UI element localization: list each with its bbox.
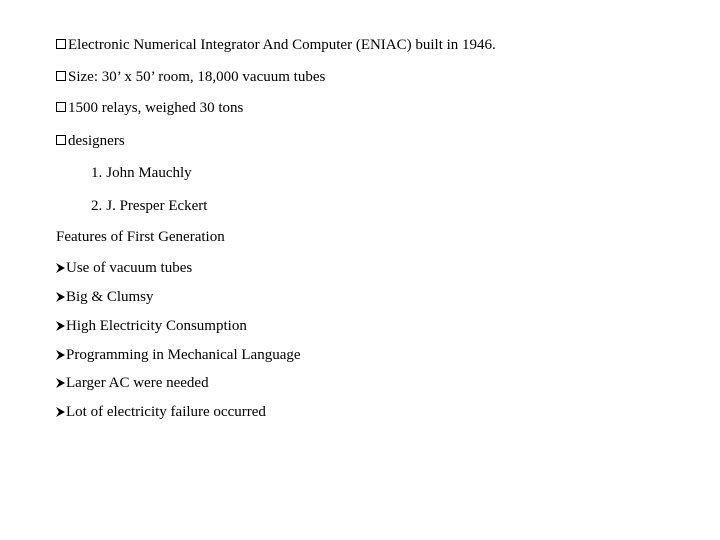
features-heading: Features of First Generation bbox=[56, 229, 225, 245]
designer-item bbox=[91, 197, 207, 215]
checkbox-bullet-icon bbox=[56, 39, 66, 49]
bullet-item bbox=[56, 99, 243, 117]
arrow-bullet-icon bbox=[56, 263, 65, 273]
bullet-text: 1500 relays, weighed 30 tons bbox=[68, 100, 244, 116]
bullet-item bbox=[56, 132, 125, 150]
feature-text: Big & Clumsy bbox=[66, 289, 154, 305]
feature-item bbox=[56, 403, 266, 421]
feature-item bbox=[56, 259, 192, 277]
feature-item bbox=[56, 288, 154, 306]
checkbox-bullet-icon bbox=[56, 135, 66, 145]
feature-text: Lot of electricity failure occurred bbox=[66, 404, 266, 420]
checkbox-bullet-icon bbox=[56, 71, 66, 81]
checkbox-bullet-icon bbox=[56, 102, 66, 112]
arrow-bullet-icon bbox=[56, 378, 65, 388]
arrow-bullet-icon bbox=[56, 292, 65, 302]
designer-number: 2. bbox=[91, 198, 103, 214]
designer-number: 1. bbox=[91, 165, 103, 181]
arrow-bullet-icon bbox=[56, 407, 65, 417]
feature-item bbox=[56, 346, 301, 364]
feature-text: Programming in Mechanical Language bbox=[66, 347, 301, 363]
arrow-bullet-icon bbox=[56, 350, 65, 360]
designer-item bbox=[91, 164, 192, 182]
feature-item bbox=[56, 317, 247, 335]
feature-text: Larger AC were needed bbox=[66, 375, 209, 391]
designer-name: John Mauchly bbox=[106, 165, 192, 181]
arrow-bullet-icon bbox=[56, 321, 65, 331]
bullet-text: Size: 30’ x 50’ room, 18,000 vacuum tubes bbox=[68, 69, 326, 85]
bullet-text: designers bbox=[68, 133, 125, 149]
bullet-item bbox=[56, 68, 325, 86]
bullet-item bbox=[56, 36, 496, 54]
feature-item bbox=[56, 374, 209, 392]
bullet-text: Electronic Numerical Integrator And Computer (ENIAC) built in 1946. bbox=[68, 37, 496, 53]
feature-text: High Electricity Consumption bbox=[66, 318, 247, 334]
designer-name: J. Presper Eckert bbox=[106, 198, 208, 214]
feature-text: Use of vacuum tubes bbox=[66, 260, 193, 276]
